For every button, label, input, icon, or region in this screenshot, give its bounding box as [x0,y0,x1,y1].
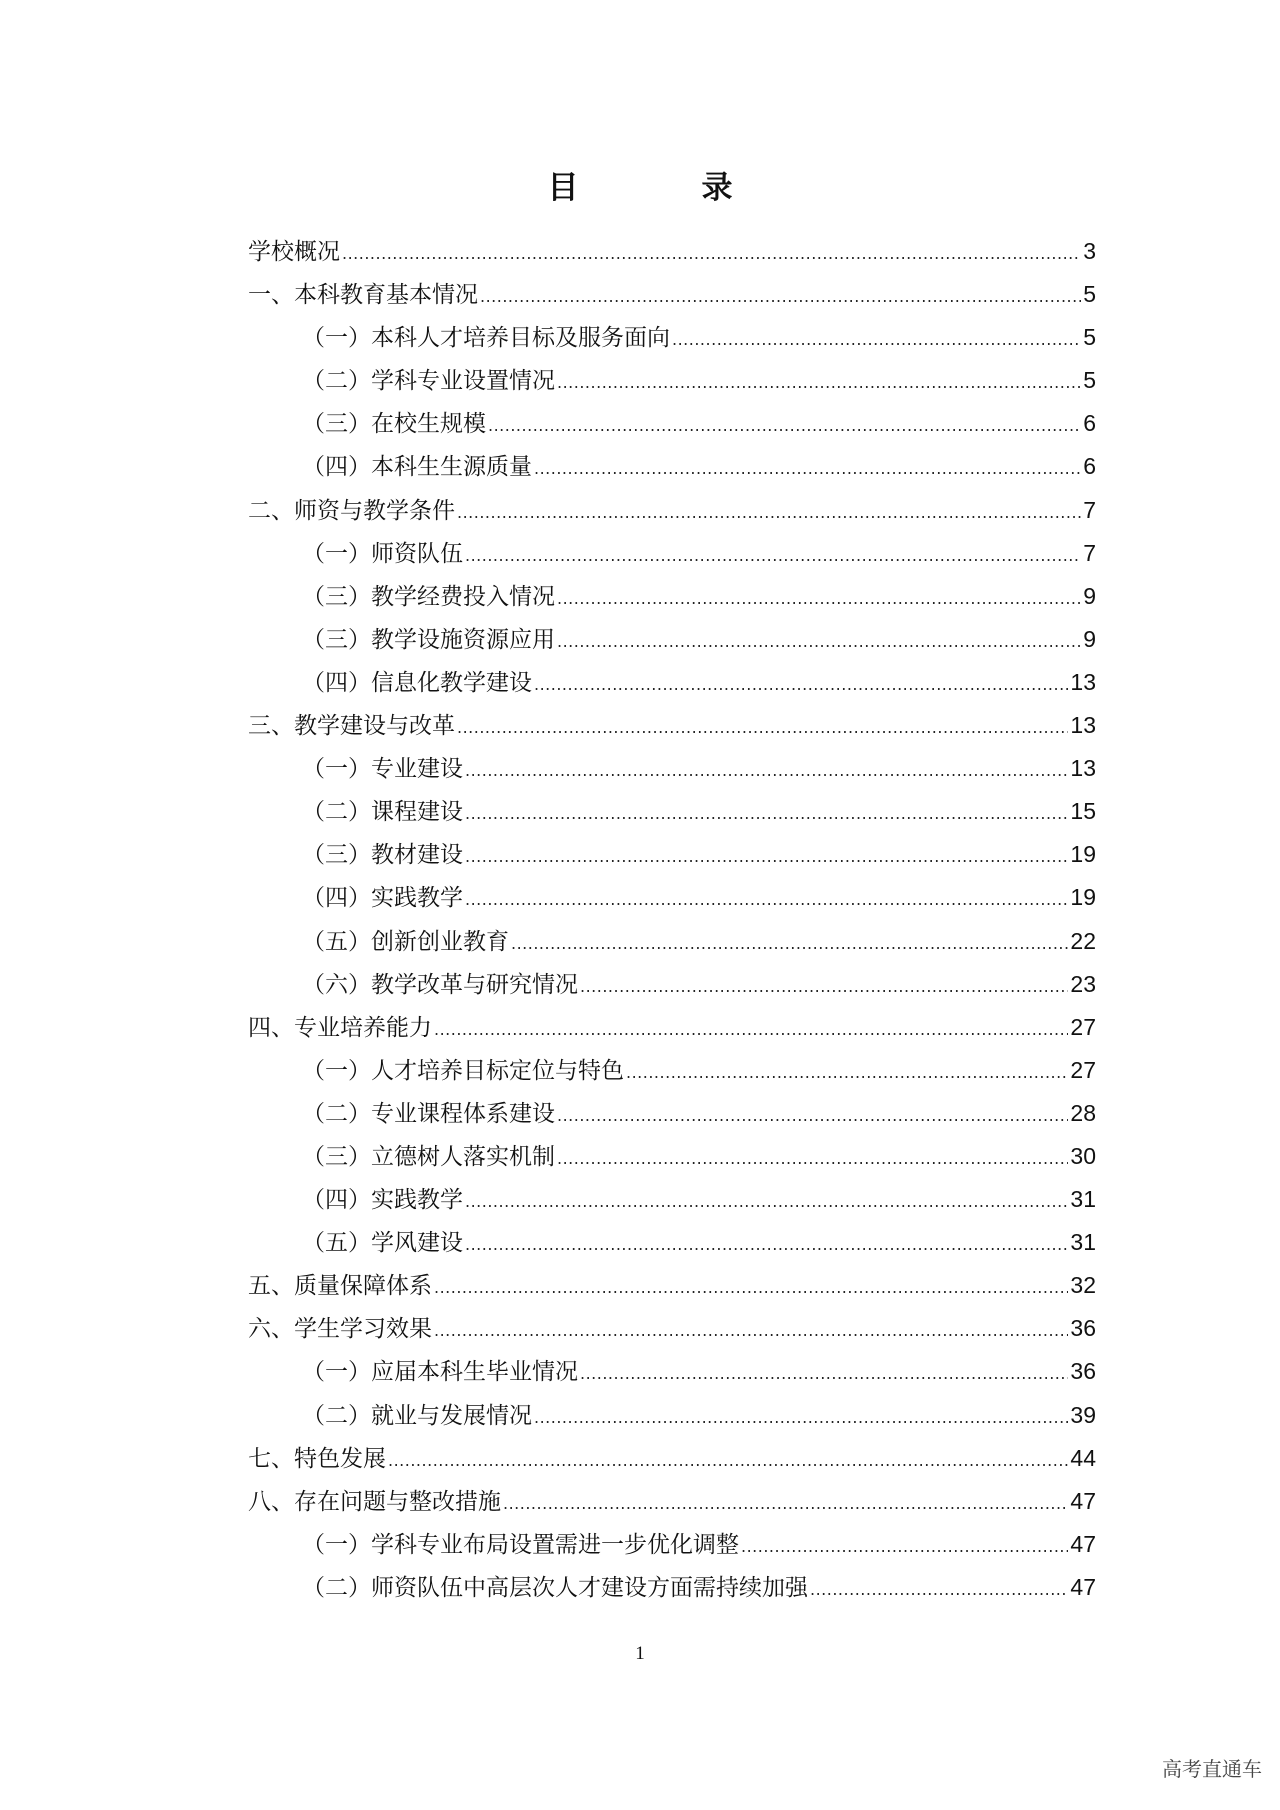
toc-entry[interactable] [248,618,1096,661]
toc-entry[interactable] [248,489,1096,532]
toc-entry-page: 7 [1083,539,1096,566]
toc-dot-leader [457,706,1068,749]
toc-dot-leader [480,275,1081,318]
toc-dot-leader [434,1008,1068,1051]
toc-entry-page: 15 [1070,798,1096,825]
toc-entry-label: （三）教材建设 [302,842,463,869]
toc-entry-page: 28 [1070,1099,1096,1126]
toc-entry-label: 一、本科教育基本情况 [248,282,478,309]
toc-entry-label: 二、师资与教学条件 [248,497,455,524]
toc-entry-page: 6 [1083,410,1096,437]
toc-entry-label: （四）实践教学 [302,1187,463,1214]
toc-entry-page: 31 [1070,1229,1096,1256]
toc-dot-leader [534,447,1081,490]
toc-entry-label: （二）师资队伍中高层次人才建设方面需持续加强 [302,1574,808,1601]
toc-entry-label: 学校概况 [248,239,340,265]
toc-entry[interactable] [248,790,1096,833]
toc-dot-leader [672,318,1081,361]
toc-entry-page: 47 [1070,1573,1096,1600]
toc-entry[interactable] [248,230,1096,273]
toc-entry-label: （一）人才培养目标定位与特色 [302,1057,624,1084]
toc-dot-leader [342,232,1081,275]
toc-entry-label: （二）学科专业设置情况 [302,368,555,395]
toc-dot-leader [580,1352,1068,1395]
toc-entry[interactable] [248,1394,1096,1437]
table-of-contents [248,230,1096,1609]
toc-dot-leader [465,835,1068,878]
toc-entry-page: 19 [1070,884,1096,911]
page-number: 1 [635,1643,645,1664]
toc-entry-page: 3 [1083,238,1096,264]
toc-entry-page: 9 [1083,625,1096,652]
toc-entry[interactable] [248,1092,1096,1135]
toc-dot-leader [557,361,1081,404]
toc-entry-label: （一）专业建设 [302,756,463,783]
toc-entry-page: 47 [1070,1530,1096,1557]
toc-entry-page: 31 [1070,1186,1096,1213]
toc-dot-leader [434,1266,1068,1309]
toc-entry-label: （五）学风建设 [302,1230,463,1257]
page-title: 目 录 [547,170,779,206]
toc-entry-label: （二）课程建设 [302,799,463,826]
toc-dot-leader [503,1482,1068,1525]
toc-dot-leader [534,1396,1068,1439]
toc-dot-leader [465,878,1068,921]
toc-entry[interactable] [248,575,1096,618]
toc-entry-label: （二）专业课程体系建设 [302,1100,555,1127]
toc-dot-leader [434,1309,1068,1352]
toc-entry[interactable] [248,1264,1096,1307]
toc-dot-leader [511,922,1068,965]
toc-entry-label: （五）创新创业教育 [302,928,509,955]
toc-entry-page: 27 [1070,1013,1096,1040]
toc-entry-label: 四、专业培养能力 [248,1014,432,1041]
toc-entry-page: 32 [1070,1272,1096,1299]
toc-dot-leader [741,1525,1068,1568]
toc-entry-label: 八、存在问题与整改措施 [248,1488,501,1515]
toc-entry[interactable] [248,1006,1096,1049]
toc-entry-page: 5 [1083,367,1096,394]
toc-entry-page: 9 [1083,582,1096,609]
toc-entry-label: （三）在校生规模 [302,411,486,438]
toc-entry-page: 22 [1070,927,1096,954]
toc-entry[interactable] [248,1307,1096,1350]
toc-entry[interactable] [248,1049,1096,1092]
toc-entry-label: （二）就业与发展情况 [302,1402,532,1429]
toc-dot-leader [488,404,1081,447]
toc-dot-leader [557,577,1081,620]
toc-dot-leader [388,1439,1068,1482]
toc-entry[interactable] [248,661,1096,704]
toc-entry-page: 7 [1083,496,1096,523]
toc-dot-leader [457,491,1081,534]
toc-dot-leader [557,1137,1068,1180]
toc-entry-page: 27 [1070,1056,1096,1083]
toc-entry[interactable] [248,1350,1096,1393]
toc-dot-leader [534,663,1068,706]
toc-entry-label: （六）教学改革与研究情况 [302,971,578,998]
toc-entry-label: 六、学生学习效果 [248,1316,432,1343]
toc-entry[interactable] [248,1523,1096,1566]
toc-entry[interactable] [248,1178,1096,1221]
toc-dot-leader [465,749,1068,792]
toc-entry-label: （一）应届本科生毕业情况 [302,1359,578,1386]
toc-entry-page: 30 [1070,1142,1096,1169]
toc-entry[interactable] [248,876,1096,919]
toc-entry-page: 13 [1070,712,1096,739]
toc-entry[interactable] [248,1480,1096,1523]
toc-entry[interactable] [248,316,1096,359]
toc-entry-page: 5 [1083,324,1096,351]
toc-entry-label: （三）立德树人落实机制 [302,1143,555,1170]
toc-entry-label: （一）本科人才培养目标及服务面向 [302,325,670,352]
toc-entry[interactable] [248,833,1096,876]
toc-entry[interactable] [248,359,1096,402]
toc-entry-label: （三）教学设施资源应用 [302,626,555,653]
toc-entry[interactable] [248,747,1096,790]
toc-entry-label: 三、教学建设与改革 [248,713,455,740]
toc-entry-label: （四）信息化教学建设 [302,669,532,696]
toc-entry-label: （四）本科生生源质量 [302,454,532,481]
toc-entry-page: 13 [1070,755,1096,782]
toc-entry-page: 6 [1083,453,1096,480]
toc-dot-leader [810,1568,1068,1611]
toc-entry[interactable] [248,402,1096,445]
toc-entry-page: 44 [1070,1444,1096,1471]
toc-entry-label: （四）实践教学 [302,885,463,912]
toc-dot-leader [626,1051,1068,1094]
toc-entry-page: 36 [1070,1315,1096,1342]
toc-dot-leader [465,1223,1068,1266]
toc-entry-page: 39 [1070,1401,1096,1428]
toc-entry-page: 19 [1070,841,1096,868]
toc-entry-page: 36 [1070,1358,1096,1385]
toc-entry[interactable] [248,1437,1096,1480]
toc-entry[interactable] [248,273,1096,316]
toc-entry[interactable] [248,920,1096,963]
toc-entry[interactable] [248,1221,1096,1264]
toc-entry[interactable] [248,532,1096,575]
toc-entry[interactable] [248,704,1096,747]
toc-entry[interactable] [248,963,1096,1006]
toc-entry-page: 23 [1070,970,1096,997]
toc-entry-label: 五、质量保障体系 [248,1273,432,1300]
toc-dot-leader [557,620,1081,663]
toc-entry-label: 七、特色发展 [248,1445,386,1472]
toc-entry-page: 5 [1083,281,1096,308]
toc-entry[interactable] [248,445,1096,488]
toc-entry-page: 13 [1070,668,1096,695]
toc-entry[interactable] [248,1566,1096,1609]
toc-dot-leader [465,1180,1068,1223]
toc-dot-leader [557,1094,1068,1137]
toc-dot-leader [580,965,1068,1008]
toc-dot-leader [465,792,1068,835]
toc-dot-leader [465,534,1081,577]
toc-entry-label: （一）师资队伍 [302,540,463,567]
toc-entry-label: （一）学科专业布局设置需进一步优化调整 [302,1531,739,1558]
toc-entry-label: （三）教学经费投入情况 [302,583,555,610]
watermark: 高考直通车 [1162,1757,1262,1781]
toc-entry[interactable] [248,1135,1096,1178]
toc-entry-page: 47 [1070,1487,1096,1514]
